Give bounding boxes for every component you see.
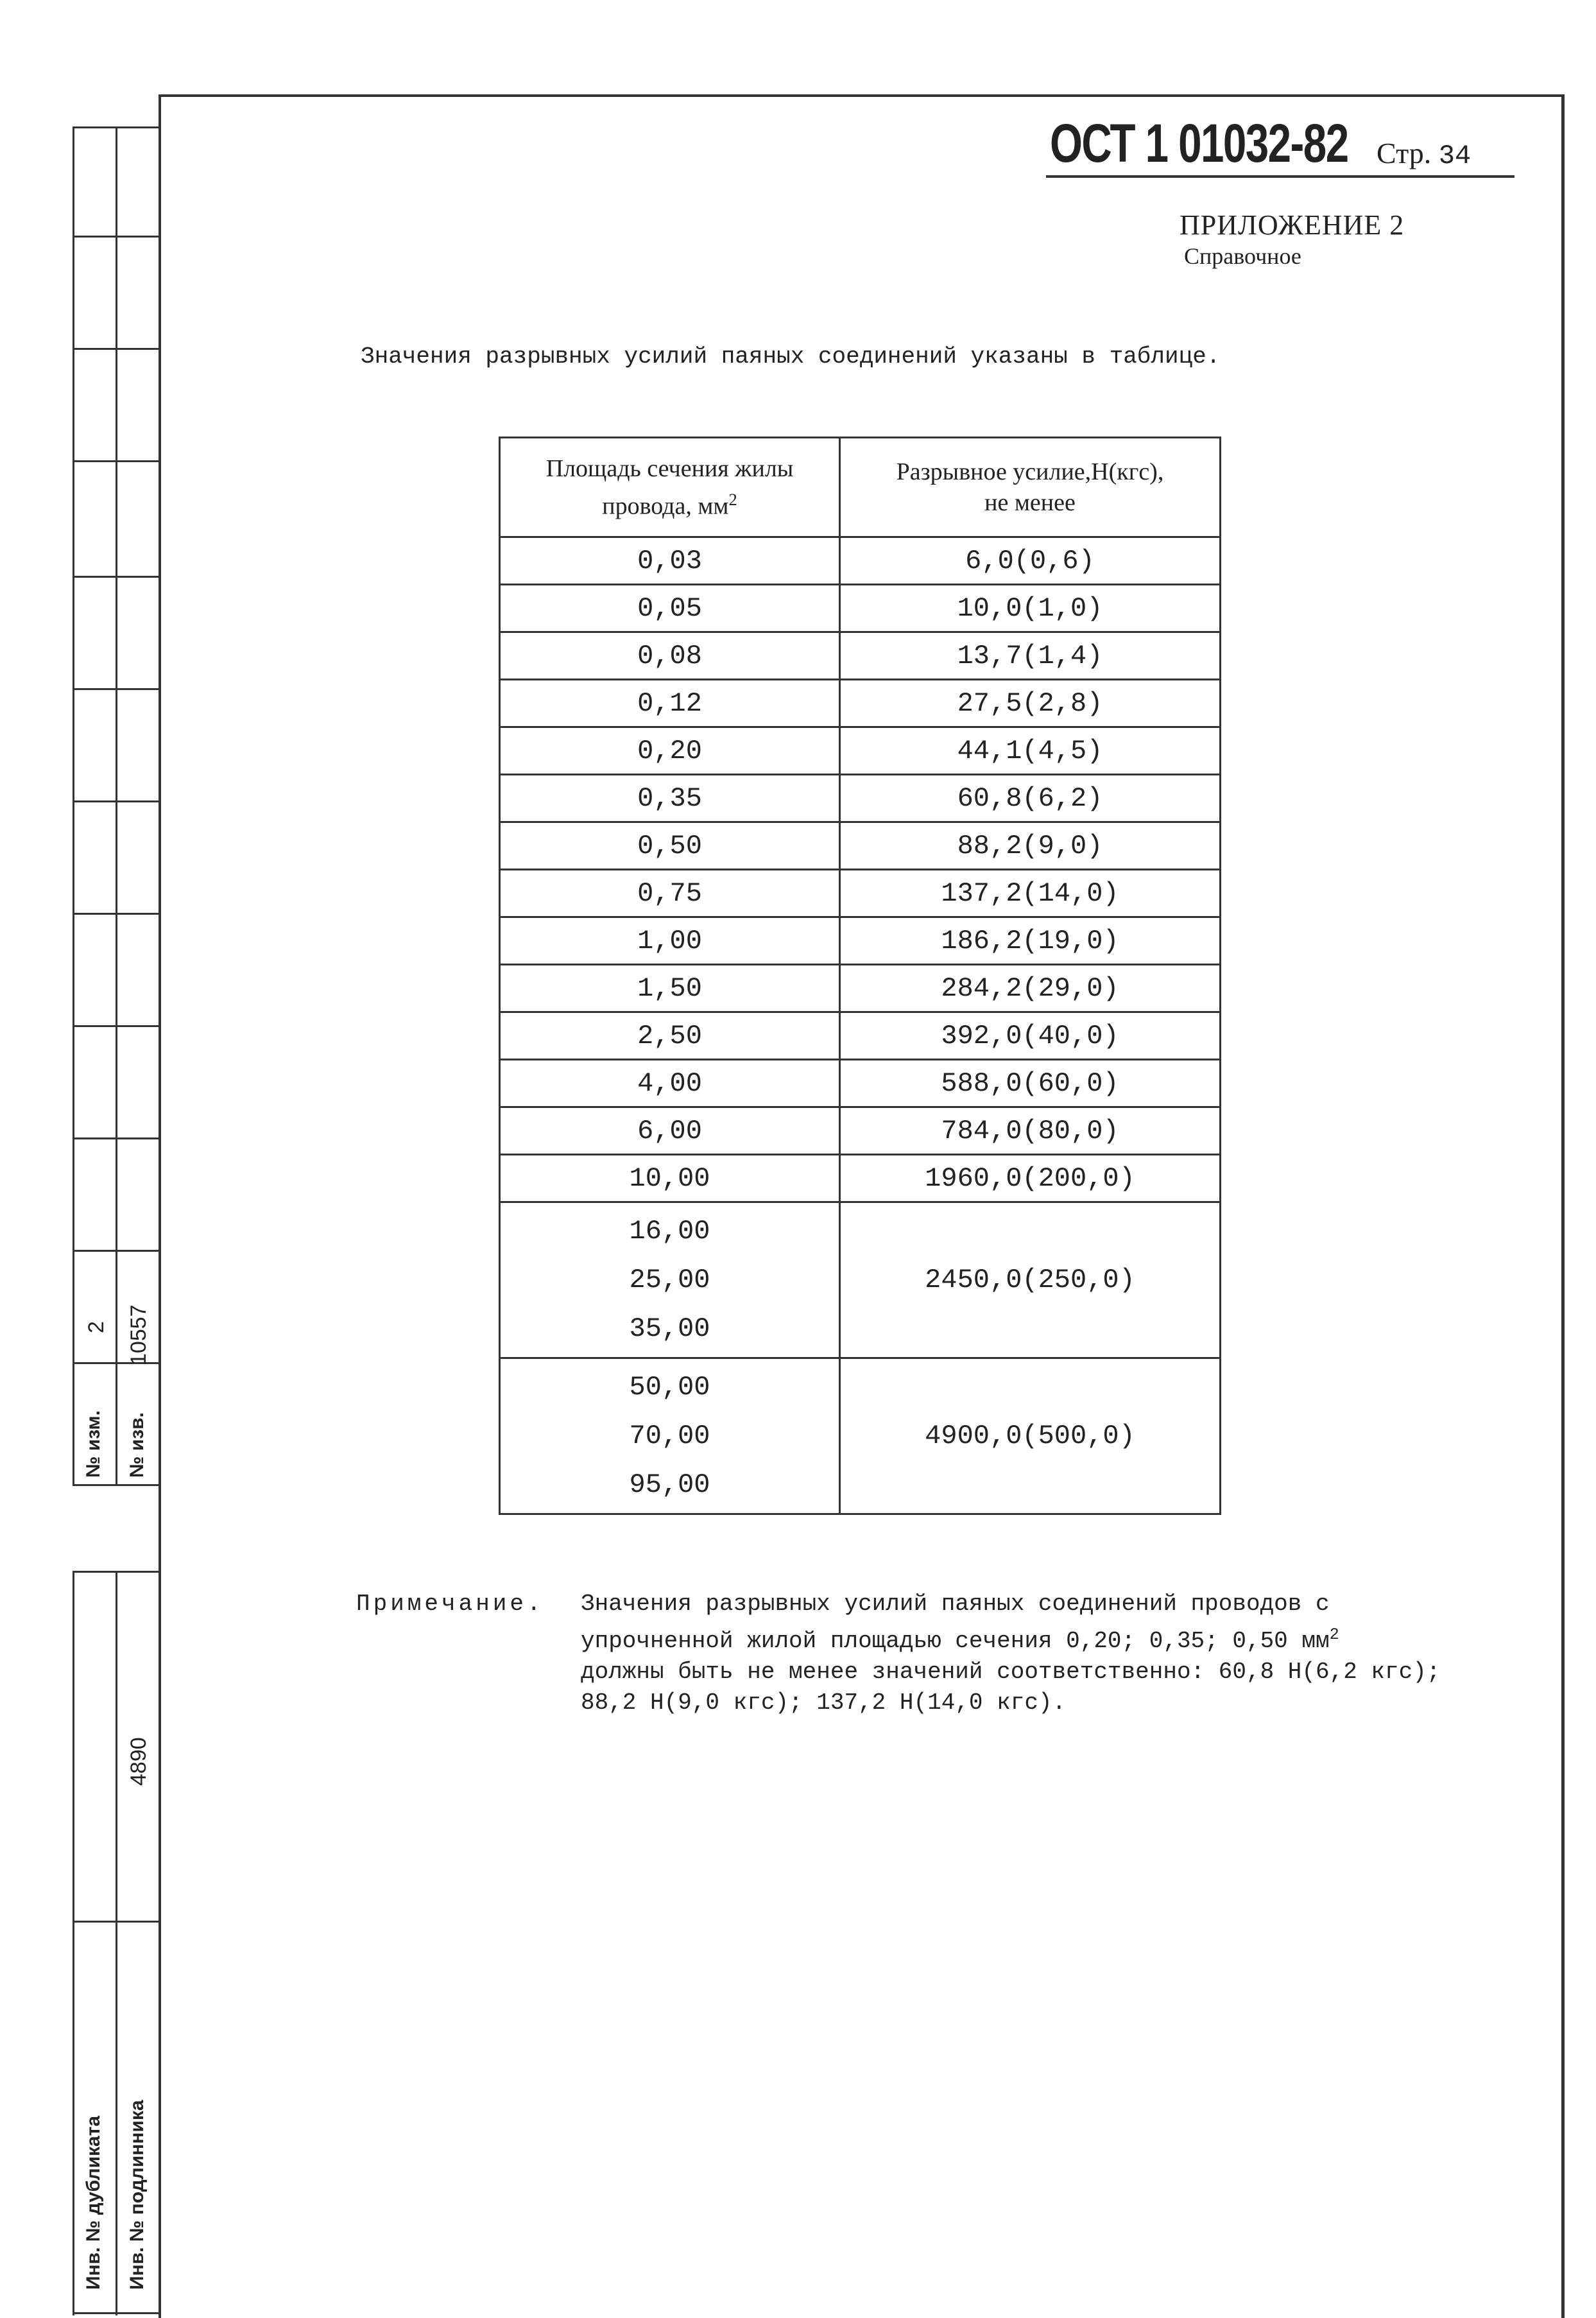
col2-header-line2: не менее [984,489,1076,516]
stamp-line [73,1250,159,1252]
force-cell: 1960,0(200,0) [840,1155,1221,1202]
force-cell: 2450,0(250,0) [840,1202,1221,1358]
stamp-line [73,688,159,690]
force-cell: 13,7(1,4) [840,632,1221,680]
table-row [500,965,1221,1012]
table-row [500,870,1221,917]
stamp-line [73,913,159,915]
area-value: 70,00 [629,1421,710,1451]
table-row [500,822,1221,870]
breaking-force-table [499,437,1221,1515]
izv-value: 10557 [126,1304,151,1365]
area-value: 25,00 [629,1265,710,1295]
note-line1: Значения разрывных усилий паяных соединений проводов с [581,1591,1330,1617]
table-row [500,680,1221,727]
document-code: ОСТ 1 01032-82 [1050,113,1348,173]
col-header-area [500,438,840,537]
stamp-line [73,1571,159,1573]
stamp-line [73,1137,159,1139]
side-stamp [73,126,159,2315]
stamp-line [73,2312,159,2314]
appendix-subtitle: Справочное [1184,243,1301,269]
table-row [500,1155,1221,1202]
stamp-left-border-bottom [73,1571,74,2315]
force-cell: 588,0(60,0) [840,1060,1221,1107]
stamp-line [73,800,159,802]
stamp-line [73,1921,159,1923]
table-header-row [500,438,1221,537]
duplicate-number: 4890 [126,1737,151,1786]
table-row [500,727,1221,775]
page-label [1377,136,1471,171]
area-cell: 0,35 [500,775,840,822]
area-cell: 2,50 [500,1012,840,1060]
col1-header-line1: Площадь сечения жилы [545,454,794,482]
force-cell: 784,0(80,0) [840,1107,1221,1155]
area-cell: 0,08 [500,632,840,680]
area-cell: 0,75 [500,870,840,917]
table-row [500,1012,1221,1060]
area-cell: 0,12 [500,680,840,727]
table-row-group [500,1202,1221,1358]
force-cell: 392,0(40,0) [840,1012,1221,1060]
page-number: 34 [1438,141,1472,171]
intro-text: Значения разрывных усилий паяных соединений указаны в таблице. [361,343,1221,370]
force-cell: 6,0(0,6) [840,537,1221,585]
area-cell: 4,00 [500,1060,840,1107]
force-cell: 60,8(6,2) [840,775,1221,822]
force-cell: 44,1(4,5) [840,727,1221,775]
note-text [581,1589,1596,1718]
original-label: Инв. № подлинника [126,2100,148,2290]
col-header-force [840,438,1221,537]
note-line4: 88,2 Н(9,0 кгс); 137,2 Н(14,0 кгс). [581,1690,1067,1716]
force-cell: 137,2(14,0) [840,870,1221,917]
force-cell: 186,2(19,0) [840,917,1221,965]
izm-label: № изм. [83,1410,104,1478]
stamp-divider-bottom [116,1571,117,2315]
table-row [500,632,1221,680]
note-line2: упрочненной жилой площадью сечения 0,20; 0,35; 0,50 мм [581,1628,1330,1654]
area-cell: 0,05 [500,585,840,632]
force-cell: 284,2(29,0) [840,965,1221,1012]
izv-label: № изв. [126,1412,148,1478]
note-label: Примечание. [356,1591,544,1617]
col1-header-line2: провода, мм [602,492,729,520]
stamp-line [73,576,159,578]
page-label-text: Стр. [1377,137,1432,169]
stamp-left-border-top [73,126,74,1484]
area-value: 50,00 [629,1372,710,1403]
header-rule [1046,175,1514,178]
area-cell-group [500,1202,840,1358]
force-cell: 88,2(9,0) [840,822,1221,870]
stamp-line [73,126,159,128]
stamp-line [73,348,159,350]
area-cell-group [500,1358,840,1514]
table-row [500,1107,1221,1155]
note-line2-sup: 2 [1329,1625,1339,1644]
area-value: 35,00 [629,1313,710,1344]
area-cell: 1,00 [500,917,840,965]
table-row [500,1060,1221,1107]
note-line3: должны быть не менее значений соответственно: 60,8 Н(6,2 кгс); [581,1659,1441,1685]
force-cell: 10,0(1,0) [840,585,1221,632]
stamp-line [73,236,159,238]
col1-header-sup: 2 [728,489,737,509]
appendix-title: ПРИЛОЖЕНИЕ 2 [1180,209,1405,241]
table-row [500,775,1221,822]
area-cell: 0,20 [500,727,840,775]
table-row-group [500,1358,1221,1514]
force-cell: 27,5(2,8) [840,680,1221,727]
col2-header-line1: Разрывное усилие,Н(кгс), [896,458,1164,485]
table-row [500,537,1221,585]
stamp-line [73,460,159,462]
stamp-line [73,1025,159,1027]
area-cell: 10,00 [500,1155,840,1202]
area-cell: 6,00 [500,1107,840,1155]
area-cell: 0,50 [500,822,840,870]
table-row [500,585,1221,632]
stamp-line [73,1484,159,1486]
area-cell: 0,03 [500,537,840,585]
force-cell: 4900,0(500,0) [840,1358,1221,1514]
izm-value: 2 [84,1321,108,1333]
area-value: 95,00 [629,1469,710,1500]
duplicate-label: Инв. № дубликата [83,2115,104,2290]
stamp-divider-top [116,126,117,1484]
area-value: 16,00 [629,1216,710,1247]
table-row [500,917,1221,965]
area-cell: 1,50 [500,965,840,1012]
